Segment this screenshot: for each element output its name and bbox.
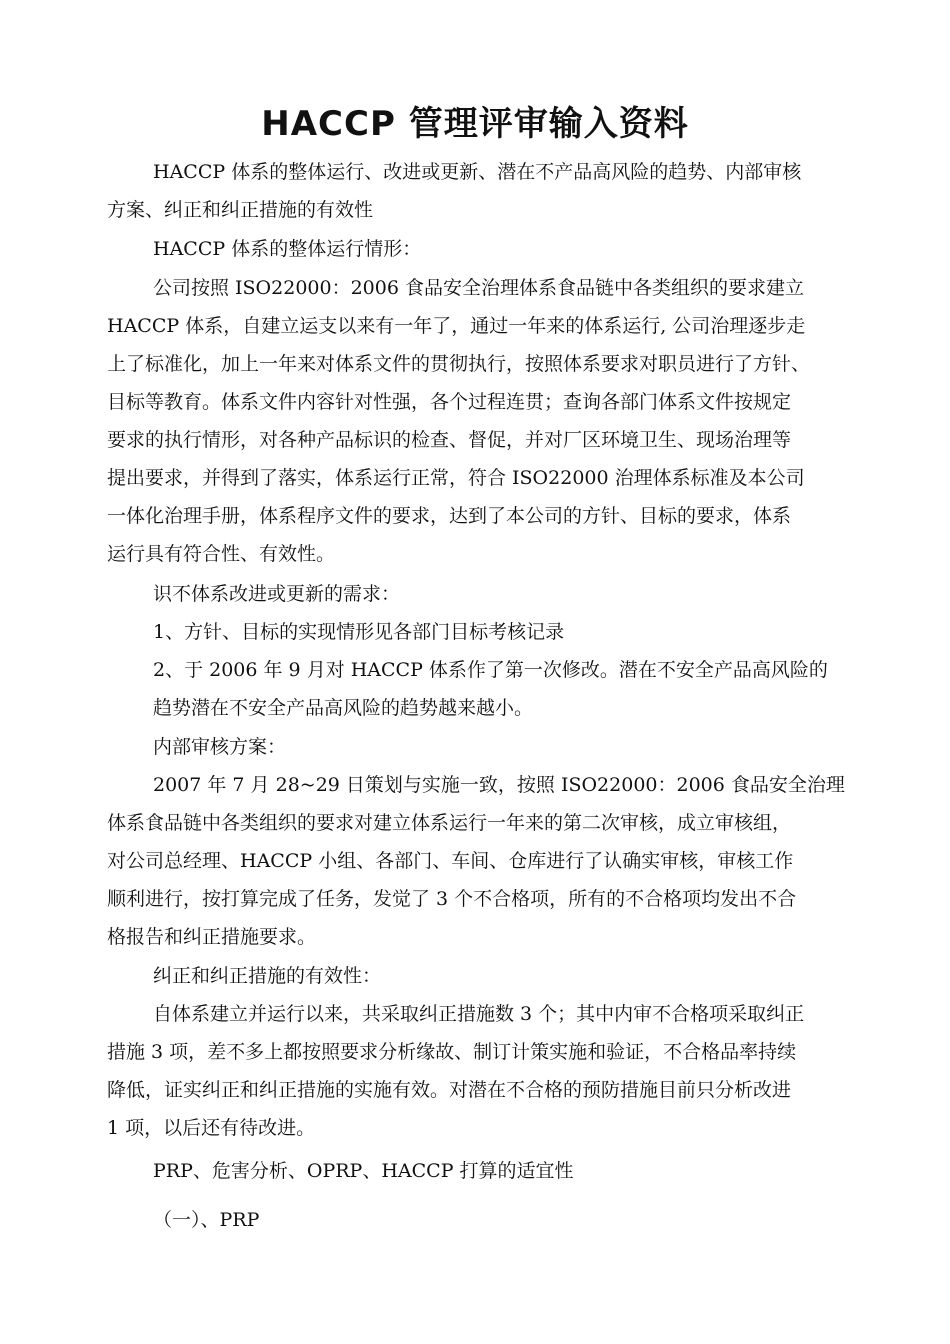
paragraph-line: 1 项，以后还有待改进。: [107, 1117, 316, 1139]
paragraph-line: 目标等教育。体系文件内容针对性强，各个过程连贯；查询各部门体系文件按规定: [107, 391, 792, 413]
section-heading: PRP、危害分析、OPRP、HACCP 打算的适宜性: [153, 1160, 574, 1182]
paragraph-line: 提出要求，并得到了落实，体系运行正常，符合 ISO22000 治理体系标准及本公司: [107, 467, 805, 489]
paragraph-line: 方案、纠正和纠正措施的有效性: [107, 199, 374, 221]
document-title: HACCP 管理评审输入资料: [261, 104, 689, 144]
section-heading: HACCP 体系的整体运行情形：: [153, 238, 422, 260]
paragraph-line: 顺利进行，按打算完成了任务，发觉了 3 个不合格项，所有的不合格项均发出不合: [107, 888, 797, 910]
paragraph-line: 运行具有符合性、有效性。: [107, 543, 336, 565]
paragraph-line: 格报告和纠正措施要求。: [107, 926, 317, 948]
paragraph-line: HACCP 体系的整体运行、改进或更新、潜在不产品高风险的趋势、内部审核: [153, 161, 802, 183]
list-item: 1、方针、目标的实现情形见各部门目标考核记录: [153, 621, 565, 643]
paragraph-line: 上了标准化，加上一年来对体系文件的贯彻执行，按照体系要求对职员进行了方针、: [107, 353, 811, 375]
paragraph-line: 公司按照 ISO22000：2006 食品安全治理体系食品链中各类组织的要求建立: [153, 277, 804, 299]
paragraph-line: 对公司总经理、HACCP 小组、各部门、车间、仓库进行了认确实审核，审核工作: [107, 850, 794, 872]
paragraph-line: 降低，证实纠正和纠正措施的实施有效。对潜在不合格的预防措施目前只分析改进: [107, 1079, 792, 1101]
paragraph-line: 2007 年 7 月 28~29 日策划与实施一致，按照 ISO22000：2006 食品安全治理: [153, 774, 845, 796]
subsection-heading: （一）、PRP: [153, 1209, 260, 1231]
section-heading: 内部审核方案：: [153, 736, 287, 758]
paragraph-line: 体系食品链中各类组织的要求对建立体系运行一年来的第二次审核，成立审核组，: [107, 812, 792, 834]
list-item: 2、于 2006 年 9 月对 HACCP 体系作了第一次修改。潜在不安全产品高风险的: [153, 659, 828, 681]
paragraph-line: 自体系建立并运行以来，共采取纠正措施数 3 个；其中内审不合格项采取纠正: [153, 1003, 805, 1025]
paragraph-line: 趋势潜在不安全产品高风险的趋势越来越小。: [153, 697, 534, 719]
paragraph-line: 措施 3 项，差不多上都按照要求分析缘故、制订计策实施和验证，不合格品率持续: [107, 1041, 797, 1063]
paragraph-line: 一体化治理手册，体系程序文件的要求，达到了本公司的方针、目标的要求，体系: [107, 505, 792, 527]
section-heading: 识不体系改进或更新的需求：: [153, 583, 401, 605]
paragraph-line: 要求的执行情形，对各种产品标识的检查、督促，并对厂区环境卫生、现场治理等: [107, 429, 792, 451]
paragraph-line: HACCP 体系，自建立运支以来有一年了，通过一年来的体系运行, 公司治理逐步走: [107, 315, 806, 337]
section-heading: 纠正和纠正措施的有效性：: [153, 965, 382, 987]
